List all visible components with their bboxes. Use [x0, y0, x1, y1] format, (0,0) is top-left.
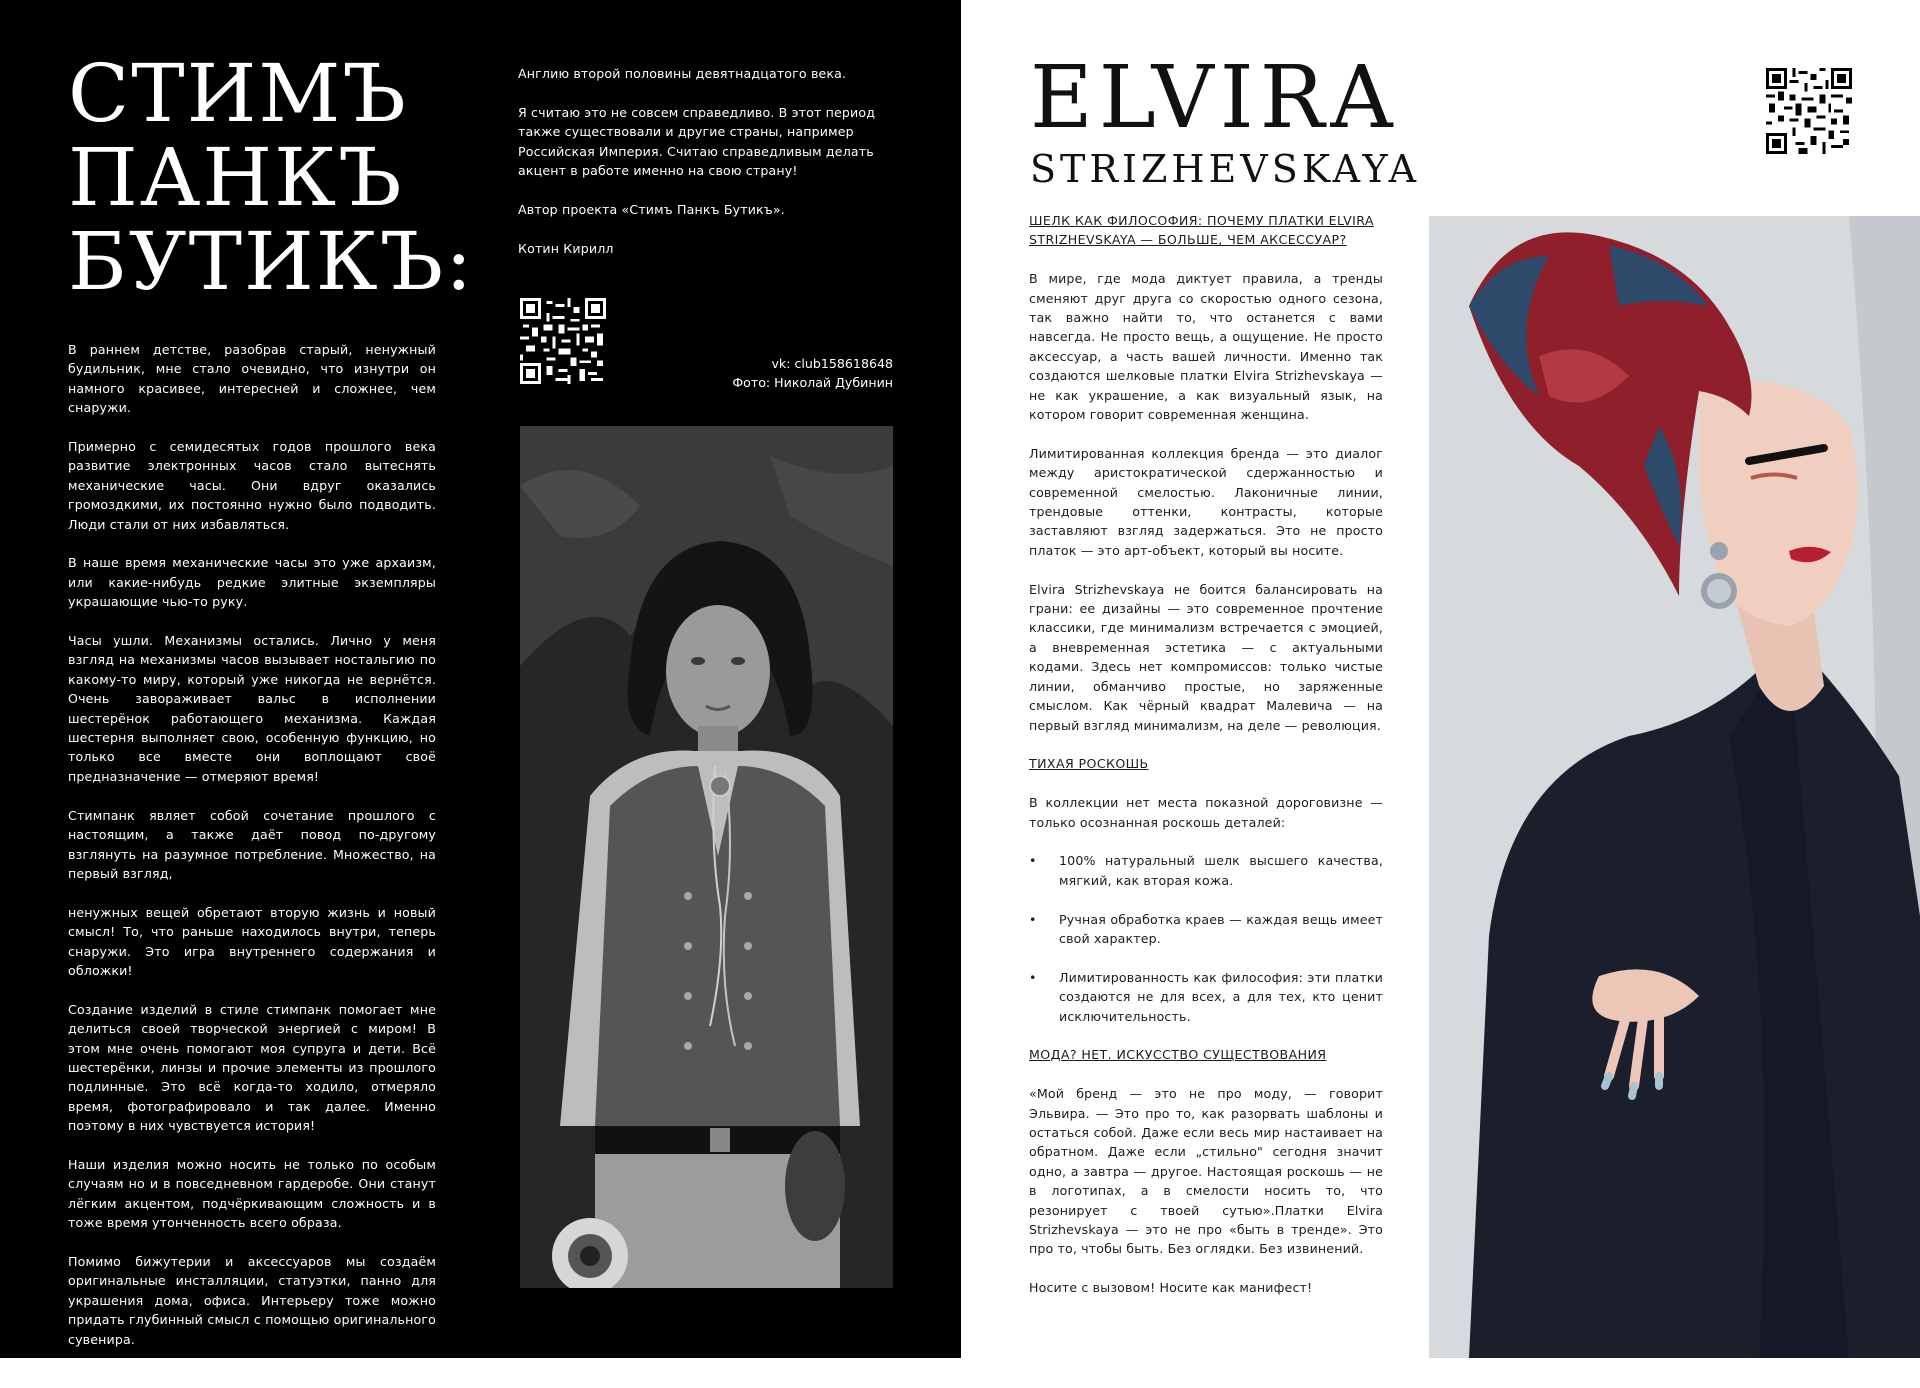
- title-line: СТИМЪ: [68, 47, 408, 140]
- feature-list: [1029, 851, 1383, 1026]
- list-item: • Ручная обработка краев — каждая вещь имеет свой характер.: [1029, 910, 1383, 949]
- portrait-photo-steampunk-author: [520, 426, 893, 1288]
- author-name: Котин Кирилл: [518, 240, 614, 256]
- qr-code-steampunk[interactable]: [520, 298, 606, 384]
- brand-first-name: ELVIRA: [1030, 48, 1399, 148]
- list-item: • 100% натуральный шелк высшего качества, мягкий, как вторая кожа.: [1029, 851, 1383, 890]
- paragraph: Создание изделий в стиле стимпанк помогает мне делиться своей творческой энергией с миром! В этом мне очень помогают моя супруга и дети. Всё шестерёнки, линзы и прочие элементы из прошлого подлинные. Это всё когда-то ходило, отмеряло время, фотографировало и так далее. Именно поэтому в них чувствуется история!: [68, 1001, 436, 1134]
- portrait-illustration: [520, 426, 893, 1288]
- left-article-column-2: [518, 64, 893, 258]
- paragraph: Я считаю это не совсем справедливо. В этот период также существовали и другие страны, например Российская Империя. Считаю справедливым делать акцент в работе именно на свою страну!: [518, 104, 876, 179]
- credits: [640, 354, 893, 393]
- qr-code-elvira[interactable]: [1766, 68, 1852, 154]
- paragraph: Часы ушли. Механизмы остались. Лично у меня взгляд на механизмы часов вызывает ностальгию по какому-то миру, который уже никогда не вернётся. Очень завораживает вальс в исполнении шестерёнок работающего механизма. Каждая шестерня выполняет свою, особенную функцию, но только все вместе они воплощают своё предназначение — отмеряют время!: [68, 633, 436, 784]
- paragraph: ненужных вещей обретают вторую жизнь и новый смысл! То, что раньше находилось внутри, теперь снаружи. Это игра внутреннего содержания и обложки!: [68, 904, 436, 978]
- photo-credit: Фото: Николай Дубинин: [732, 375, 893, 391]
- paragraph: Стимпанк классически считается стилизацией под: [68, 1370, 418, 1386]
- steampunk-title: [68, 47, 475, 308]
- left-article-column-1: [68, 340, 436, 1388]
- quote-paragraph: «Мой бренд — это не про моду, — говорит Эльвира. — Это про то, как разорвать шаблоны и остаться собой. Даже если весь мир настаивает на обратном. Даже если „стильно" сегодня значит одно, а завтра — другое. Настоящая роскошь — не в логотипах, а в смелости носить то, что резонирует с твоей сутью».Платки Elvira Strizhevskaya — это не про «быть в тренде». Это про то, чтобы быть. Без оглядки. Без извинений.: [1029, 1086, 1383, 1257]
- fashion-illustration: [1429, 216, 1920, 1358]
- title-line: ПАНКЪ: [68, 131, 404, 224]
- paragraph: Лимитированная коллекция бренда — это диалог между аристократической сдержанностью и современной смелостью. Лаконичные линии, трендовые оттенки, контрасты, которые заставляют взгляд задержаться. Это не просто платок — это арт-объект, который вы носите.: [1029, 445, 1383, 558]
- paragraph: Помимо бижутерии и аксессуаров мы создаём оригинальные инсталляции, статуэтки, панно для украшения дома, офиса. Интерьеру тоже можно придать глубинный смысл с помощью оригинального сувенира.: [68, 1253, 436, 1347]
- elvira-article-column: [1029, 211, 1383, 1298]
- brand-last-name: STRIZHEVSKAYA: [1030, 147, 1421, 191]
- paragraph: В коллекции нет места показной дороговизне — только осознанная роскошь деталей:: [1029, 795, 1383, 830]
- vk-link[interactable]: vk: club158618648: [771, 356, 893, 371]
- paragraph: В раннем детстве, разобрав старый, ненужный будильник, мне стало очевидно, что изнутри он намного красивее, интересней и сложнее, чем снаружи.: [68, 342, 436, 416]
- paragraph: Стимпанк являет собой сочетание прошлого с настоящим, а также даёт повод по-другому взглянуть на разумное потребление. Множество, на первый взгляд,: [68, 807, 436, 881]
- author-line: Автор проекта «Стимъ Панкъ Бутикъ».: [518, 201, 785, 217]
- section-heading: МОДА? НЕТ. ИСКУССТВО СУЩЕСТВОВАНИЯ: [1029, 1047, 1327, 1063]
- paragraph: Elvira Strizhevskaya не боится балансировать на грани: ее дизайны — это современное прочтение классики, где минимализм встречается с эмоцией, а вневременная эстетика — с актуальными кодами. Здесь нет компромиссов: только чистые линии, обманчиво простые, но заряженные смыслом. Как чёрный квадрат Малевича — на первый взгляд минимализм, на деле — революция.: [1029, 581, 1383, 733]
- paragraph: Наши изделия можно носить не только по особым случаям но и в повседневном гардеробе. Они станут лёгким акцентом, подчёркивающим сложность и в тоже время утонченность всего образа.: [68, 1156, 436, 1231]
- list-item: • Лимитированность как философия: эти платки создаются не для всех, а для тех, кто ценит исключительность.: [1029, 968, 1383, 1026]
- fashion-photo-silk-scarf: [1429, 216, 1920, 1358]
- section-heading: ТИХАЯ РОСКОШЬ: [1029, 756, 1149, 772]
- brand-name-title: [1030, 48, 1421, 192]
- section-heading: ШЕЛК КАК ФИЛОСОФИЯ: ПОЧЕМУ ПЛАТКИ ELVIRA STRIZHEVSKAYA — БОЛЬШЕ, ЧЕМ АКСЕССУАР?: [1029, 213, 1374, 248]
- paragraph: Примерно с семидесятых годов прошлого века развитие электронных часов стало вытеснять механические часы. Они вдруг оказались громоздкими, их постоянно нужно было подводить. Люди стали от них избавляться.: [68, 439, 436, 532]
- title-line: БУТИКЪ:: [68, 215, 475, 308]
- paragraph: Англию второй половины девятнадцатого века.: [518, 66, 847, 81]
- left-page: [0, 0, 961, 1386]
- paragraph: В мире, где мода диктует правила, а тренды сменяют друг друга со скоростью одного сезона, так важно найти то, что останется с вами навсегда. Не просто вещь, а ощущение. Не просто аксессуар, а часть вашей личности. Именно так создаются шелковые платки Elvira Strizhevskaya — не как украшение, а как визуальный язык, на котором говорит современная женщина.: [1029, 271, 1383, 423]
- paragraph: В наше время механические часы это уже архаизм, или какие-нибудь редкие элитные экземпляры украшающие чью-то руку.: [68, 555, 436, 610]
- closing-line: Носите с вызовом! Носите как манифест!: [1029, 1280, 1313, 1296]
